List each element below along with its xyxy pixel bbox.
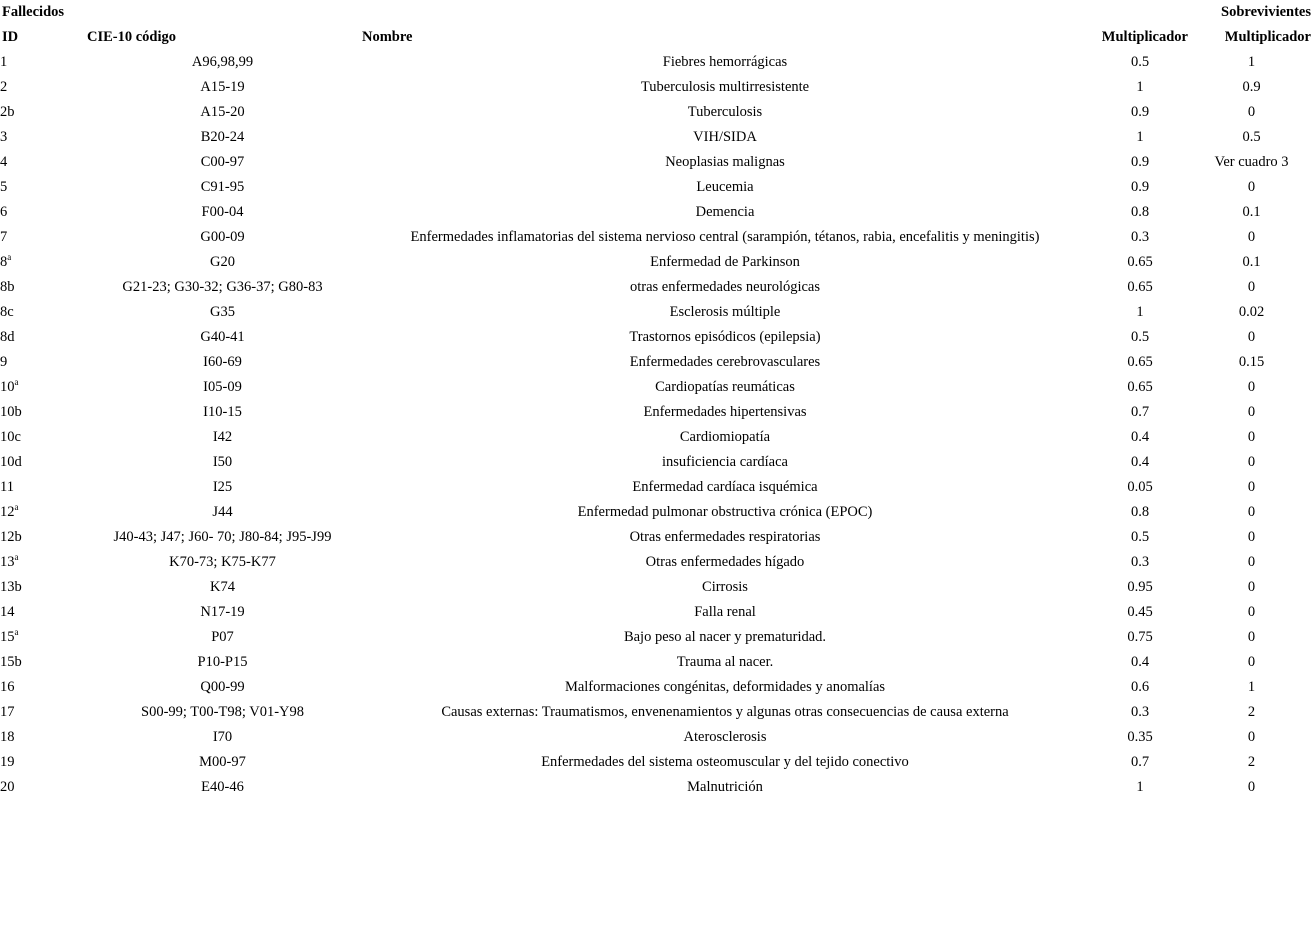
cell-cie10-code: I42 [212, 429, 233, 445]
cell-multiplicador-sobrevivientes: 0 [1247, 779, 1256, 795]
cell-multiplicador-fallecidos: 0.8 [1130, 504, 1150, 520]
cell-id: 14 [0, 604, 15, 620]
cell-multiplicador-fallecidos: 0.65 [1127, 254, 1153, 270]
cell-id: 20 [0, 779, 15, 795]
cell-cie10-code: G00-09 [200, 229, 245, 245]
table-row [0, 250, 1313, 275]
cell-multiplicador-sobrevivientes: 0 [1247, 554, 1256, 570]
cell-nombre: Causas externas: Traumatismos, envenenamientos y algunas otras consecuencias de causa externa [441, 704, 1009, 720]
cell-nombre: Enfermedades inflamatorias del sistema nervioso central (sarampión, tétanos, rabia, encefalitis y meningitis) [410, 229, 1040, 245]
cell-id: 9 [0, 354, 8, 370]
column-header-row [0, 25, 1313, 50]
cell-nombre: Aterosclerosis [683, 729, 767, 745]
table-row [0, 150, 1313, 175]
cell-multiplicador-fallecidos: 0.65 [1127, 379, 1153, 395]
cell-nombre: Enfermedades hipertensivas [643, 404, 807, 420]
cell-multiplicador-fallecidos: 0.5 [1130, 529, 1150, 545]
cell-cie10-code: G20 [210, 254, 235, 270]
cell-id: 8b [0, 279, 15, 295]
cell-id-superscript: a [14, 502, 19, 513]
cell-nombre: insuficiencia cardíaca [662, 454, 788, 470]
cell-id: 6 [0, 204, 8, 220]
cell-id: 5 [0, 179, 8, 195]
cell-nombre: Fiebres hemorrágicas [662, 54, 788, 70]
cell-nombre: VIH/SIDA [693, 129, 757, 145]
cell-id: 8d [0, 329, 15, 345]
table-row [0, 200, 1313, 225]
column-header-multiplicador-sobrevivientes: Multiplicador [1224, 29, 1311, 45]
cell-multiplicador-sobrevivientes: 0.9 [1242, 79, 1261, 95]
cell-id: 19 [0, 754, 15, 770]
cell-cie10-code: G21-23; G30-32; G36-37; G80-83 [122, 279, 323, 295]
cell-multiplicador-sobrevivientes: 2 [1247, 704, 1256, 720]
cell-nombre: Leucemia [696, 179, 754, 195]
cell-id: 10d [0, 454, 22, 470]
cell-multiplicador-fallecidos: 0.3 [1130, 704, 1150, 720]
cell-cie10-code: J44 [212, 504, 233, 520]
cell-multiplicador-fallecidos: 0.4 [1130, 654, 1150, 670]
cell-multiplicador-sobrevivientes: 0.1 [1242, 254, 1261, 270]
cell-multiplicador-sobrevivientes: 0 [1247, 379, 1256, 395]
cell-cie10-code: G35 [210, 304, 235, 320]
cell-nombre: Enfermedades del sistema osteomuscular y del tejido conectivo [541, 754, 909, 770]
cell-multiplicador-fallecidos: 0.4 [1130, 454, 1150, 470]
cell-multiplicador-fallecidos: 1 [1136, 779, 1144, 795]
cell-multiplicador-sobrevivientes: 0 [1247, 429, 1256, 445]
cell-multiplicador-sobrevivientes: 0.5 [1242, 129, 1261, 145]
cell-multiplicador-sobrevivientes: 0 [1247, 729, 1256, 745]
group-header-row [0, 0, 1313, 25]
cell-nombre: Cardiomiopatía [679, 429, 771, 445]
cell-multiplicador-fallecidos: 0.7 [1130, 754, 1150, 770]
cell-nombre: Trastornos episódicos (epilepsia) [629, 329, 821, 345]
cell-nombre: Enfermedad pulmonar obstructiva crónica (EPOC) [577, 504, 873, 520]
column-header-id: ID [2, 29, 19, 45]
table-row [0, 750, 1313, 775]
table-row [0, 525, 1313, 550]
cell-cie10-code: I50 [212, 454, 233, 470]
table-row [0, 350, 1313, 375]
cell-multiplicador-sobrevivientes: 0 [1247, 454, 1256, 470]
cell-multiplicador-fallecidos: 0.75 [1127, 629, 1153, 645]
cell-multiplicador-fallecidos: 0.7 [1130, 404, 1150, 420]
cell-cie10-code: I10-15 [203, 404, 242, 420]
table-row [0, 725, 1313, 750]
cell-cie10-code: B20-24 [200, 129, 245, 145]
cell-id-superscript: a [14, 377, 19, 388]
table-row [0, 375, 1313, 400]
cell-cie10-code: E40-46 [201, 779, 244, 795]
cell-multiplicador-fallecidos: 0.5 [1130, 54, 1150, 70]
cell-multiplicador-fallecidos: 0.6 [1130, 679, 1150, 695]
group-header-spacer-code [85, 0, 360, 25]
cell-id: 13b [0, 579, 22, 595]
cell-cie10-code: M00-97 [199, 754, 246, 770]
group-header-fallecidos: Fallecidos [2, 4, 65, 20]
table-row [0, 175, 1313, 200]
cell-multiplicador-fallecidos: 0.65 [1127, 279, 1153, 295]
cell-nombre: Enfermedades cerebrovasculares [629, 354, 821, 370]
cell-nombre: Otras enfermedades respiratorias [629, 529, 821, 545]
group-header-spacer-name [360, 0, 1090, 25]
cell-multiplicador-fallecidos: 1 [1136, 304, 1144, 320]
cell-id-superscript: a [7, 252, 12, 263]
cell-cie10-code: J40-43; J47; J60- 70; J80-84; J95-J99 [113, 529, 332, 545]
cell-multiplicador-sobrevivientes: 0.1 [1242, 204, 1261, 220]
cell-multiplicador-sobrevivientes: 0 [1247, 654, 1256, 670]
cell-cie10-code: I70 [212, 729, 233, 745]
cell-id: 2 [0, 79, 8, 95]
cell-cie10-code: A96,98,99 [191, 54, 254, 70]
cell-nombre: otras enfermedades neurológicas [629, 279, 821, 295]
cell-multiplicador-sobrevivientes: 0 [1247, 604, 1256, 620]
table-header [0, 0, 1313, 50]
cell-id: 12$^a$ [0, 502, 19, 520]
cell-id: 10c [0, 429, 21, 445]
cell-cie10-code: I60-69 [203, 354, 242, 370]
table-body [0, 50, 1313, 800]
cell-nombre: Enfermedad cardíaca isquémica [632, 479, 818, 495]
cell-id: 17 [0, 704, 15, 720]
table-row [0, 400, 1313, 425]
cell-id: 10b [0, 404, 22, 420]
cell-id: 8c [0, 304, 14, 320]
cell-cie10-code: F00-04 [201, 204, 244, 220]
table-row [0, 125, 1313, 150]
table-row [0, 225, 1313, 250]
cell-cie10-code: K70-73; K75-K77 [169, 554, 276, 570]
table-row [0, 550, 1313, 575]
cell-multiplicador-fallecidos: 1 [1136, 129, 1144, 145]
cell-id: 2b [0, 104, 15, 120]
cell-nombre: Enfermedad de Parkinson [650, 254, 800, 270]
table-row [0, 275, 1313, 300]
cell-cie10-code: I05-09 [203, 379, 242, 395]
column-header-cie10-code: CIE-10 código [87, 29, 177, 45]
cell-nombre: Neoplasias malignas [665, 154, 785, 170]
cell-nombre: Cardiopatías reumáticas [655, 379, 795, 395]
cell-multiplicador-fallecidos: 0.35 [1127, 729, 1153, 745]
cell-multiplicador-sobrevivientes: 1 [1247, 54, 1256, 70]
cell-nombre: Falla renal [694, 604, 756, 620]
cell-id-superscript: a [14, 627, 19, 638]
cell-multiplicador-sobrevivientes: 0 [1247, 329, 1256, 345]
cell-multiplicador-sobrevivientes: 2 [1247, 754, 1256, 770]
cell-multiplicador-sobrevivientes: 0 [1247, 579, 1256, 595]
cell-id: 8$^a$ [0, 252, 12, 270]
cell-cie10-code: A15-19 [200, 79, 245, 95]
cell-cie10-code: I25 [212, 479, 233, 495]
cell-multiplicador-fallecidos: 0.9 [1130, 179, 1150, 195]
cell-multiplicador-fallecidos: 1 [1136, 79, 1144, 95]
group-header-spacer-mult [1090, 0, 1190, 25]
table-row [0, 775, 1313, 800]
table-row [0, 325, 1313, 350]
cell-nombre: Trauma al nacer. [676, 654, 774, 670]
cell-cie10-code: S00-99; T00-T98; V01-Y98 [141, 704, 304, 720]
cell-cie10-code: A15-20 [200, 104, 245, 120]
cell-multiplicador-sobrevivientes: 0.15 [1238, 354, 1265, 370]
cell-cie10-code: C91-95 [200, 179, 245, 195]
cell-multiplicador-fallecidos: 0.65 [1127, 354, 1153, 370]
cell-nombre: Tuberculosis [687, 104, 763, 120]
cell-multiplicador-sobrevivientes: 1 [1247, 679, 1256, 695]
cell-id: 16 [0, 679, 15, 695]
cell-multiplicador-fallecidos: 0.9 [1130, 154, 1150, 170]
cell-id: 1 [0, 54, 8, 70]
table-row [0, 425, 1313, 450]
table-row [0, 650, 1313, 675]
cell-multiplicador-fallecidos: 0.3 [1130, 554, 1150, 570]
table-row [0, 450, 1313, 475]
cell-multiplicador-sobrevivientes: 0 [1247, 229, 1256, 245]
table-row [0, 575, 1313, 600]
column-header-nombre: Nombre [362, 29, 413, 45]
cell-nombre: Bajo peso al nacer y prematuridad. [623, 629, 827, 645]
table-row [0, 625, 1313, 650]
table-row [0, 675, 1313, 700]
cell-nombre: Demencia [695, 204, 755, 220]
cell-multiplicador-sobrevivientes: 0 [1247, 279, 1256, 295]
cell-id: 12b [0, 529, 22, 545]
cell-multiplicador-fallecidos: 0.05 [1127, 479, 1153, 495]
cell-multiplicador-sobrevivientes: 0 [1247, 179, 1256, 195]
cell-cie10-code: P07 [211, 629, 234, 645]
table-row [0, 475, 1313, 500]
cell-cie10-code: G40-41 [200, 329, 245, 345]
cell-id: 10$^a$ [0, 377, 19, 395]
table-row [0, 500, 1313, 525]
cell-multiplicador-fallecidos: 0.3 [1130, 229, 1150, 245]
cell-cie10-code: Q00-99 [200, 679, 245, 695]
cell-multiplicador-fallecidos: 0.45 [1127, 604, 1153, 620]
cell-id: 3 [0, 129, 8, 145]
cell-multiplicador-sobrevivientes: Ver cuadro 3 [1214, 154, 1289, 170]
cell-multiplicador-fallecidos: 0.5 [1130, 329, 1150, 345]
cell-multiplicador-sobrevivientes: 0 [1247, 504, 1256, 520]
cell-id: 13$^a$ [0, 552, 19, 570]
cell-id: 15$^a$ [0, 627, 19, 645]
cell-multiplicador-sobrevivientes: 0.02 [1238, 304, 1265, 320]
table-row [0, 75, 1313, 100]
cell-id: 7 [0, 229, 8, 245]
cell-id: 18 [0, 729, 15, 745]
cell-nombre: Tuberculosis multirresistente [640, 79, 810, 95]
cell-multiplicador-sobrevivientes: 0 [1247, 104, 1256, 120]
table-row [0, 100, 1313, 125]
table-row [0, 600, 1313, 625]
cell-multiplicador-sobrevivientes: 0 [1247, 529, 1256, 545]
cell-id: 4 [0, 154, 8, 170]
cell-multiplicador-fallecidos: 0.9 [1130, 104, 1150, 120]
cell-cie10-code: K74 [210, 579, 235, 595]
table-row [0, 300, 1313, 325]
table-row [0, 50, 1313, 75]
cell-multiplicador-sobrevivientes: 0 [1247, 404, 1256, 420]
cell-nombre: Esclerosis múltiple [669, 304, 781, 320]
cell-cie10-code: N17-19 [200, 604, 245, 620]
column-header-multiplicador-fallecidos: Multiplicador [1101, 29, 1188, 45]
cell-multiplicador-sobrevivientes: 0 [1247, 629, 1256, 645]
cell-cie10-code: C00-97 [200, 154, 245, 170]
cell-multiplicador-sobrevivientes: 0 [1247, 479, 1256, 495]
cell-multiplicador-fallecidos: 0.95 [1127, 579, 1153, 595]
cell-cie10-code: P10-P15 [197, 654, 248, 670]
cell-id: 15b [0, 654, 22, 670]
group-header-sobrevivientes: Sobrevivientes [1221, 4, 1311, 20]
cell-multiplicador-fallecidos: 0.4 [1130, 429, 1150, 445]
table-row [0, 700, 1313, 725]
cell-id-superscript: a [14, 552, 19, 563]
cell-nombre: Otras enfermedades hígado [645, 554, 805, 570]
cell-nombre: Cirrosis [702, 579, 748, 595]
cell-multiplicador-fallecidos: 0.8 [1130, 204, 1150, 220]
cell-id: 11 [0, 479, 14, 495]
cell-nombre: Malformaciones congénitas, deformidades y anomalías [564, 679, 886, 695]
cell-nombre: Malnutrición [687, 779, 763, 795]
